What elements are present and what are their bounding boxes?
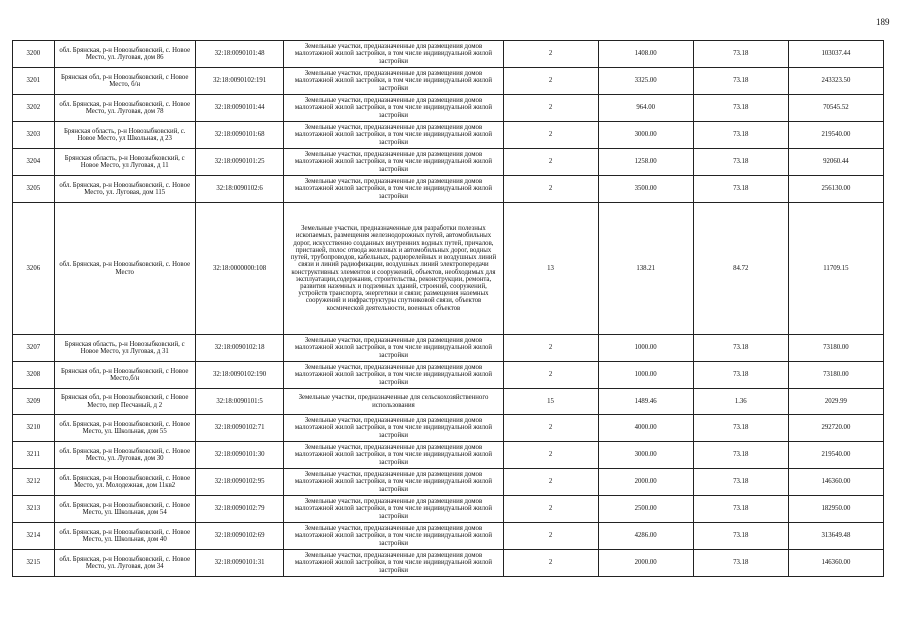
row-cadastral-number: 32:18:0090102:190 <box>195 362 284 389</box>
row-cadastral-value: 292720.00 <box>788 415 883 442</box>
row-cadastral-value: 73180.00 <box>788 335 883 362</box>
row-area: 1258.00 <box>598 149 693 176</box>
row-land-purpose: Земельные участки, предназначенные для размещения домов малоэтажной жилой застройки, в том числе индивидуальной жилой застройки <box>284 469 503 496</box>
row-cadastral-value: 92060.44 <box>788 149 883 176</box>
row-specific-value: 73.18 <box>693 550 788 577</box>
row-use-group: 2 <box>503 469 598 496</box>
table-row <box>13 523 884 550</box>
row-number: 3203 <box>13 122 55 149</box>
row-address: Брянская обл, р-н Новозыбковский, с Новое Место,б/н <box>54 362 195 389</box>
row-address: обл. Брянская, р-н Новозыбковский, с. Новое Место, ул. Луговая, дом 78 <box>54 95 195 122</box>
row-cadastral-number: 32:18:0090102:18 <box>195 335 284 362</box>
row-cadastral-number: 32:18:0090101:31 <box>195 550 284 577</box>
row-specific-value: 73.18 <box>693 176 788 203</box>
row-use-group: 2 <box>503 176 598 203</box>
table-row <box>13 496 884 523</box>
row-number: 3210 <box>13 415 55 442</box>
row-use-group: 13 <box>503 203 598 335</box>
table-row <box>13 335 884 362</box>
row-number: 3209 <box>13 389 55 415</box>
row-specific-value: 73.18 <box>693 469 788 496</box>
row-cadastral-number: 32:18:0090102:6 <box>195 176 284 203</box>
row-cadastral-value: 313649.48 <box>788 523 883 550</box>
table-row <box>13 469 884 496</box>
row-land-purpose: Земельные участки, предназначенные для сельскохозяйственного использования <box>284 389 503 415</box>
row-land-purpose: Земельные участки, предназначенные для размещения домов малоэтажной жилой застройки, в том числе индивидуальной жилой застройки <box>284 442 503 469</box>
table-row <box>13 203 884 335</box>
row-area: 3000.00 <box>598 442 693 469</box>
row-address: обл. Брянская, р-н Новозыбковский, с. Новое Место, ул. Луговая, дом 115 <box>54 176 195 203</box>
row-cadastral-number: 32:18:0090102:191 <box>195 68 284 95</box>
row-area: 3500.00 <box>598 176 693 203</box>
row-use-group: 2 <box>503 496 598 523</box>
row-number: 3200 <box>13 41 55 68</box>
table-row <box>13 149 884 176</box>
row-land-purpose: Земельные участки, предназначенные для размещения домов малоэтажной жилой застройки, в том числе индивидуальной жилой застройки <box>284 496 503 523</box>
row-cadastral-value: 103037.44 <box>788 41 883 68</box>
row-address: обл. Брянская, р-н Новозыбковский, с. Новое Место, ул. Луговая, дом 34 <box>54 550 195 577</box>
row-specific-value: 73.18 <box>693 362 788 389</box>
row-area: 1000.00 <box>598 335 693 362</box>
row-area: 2000.00 <box>598 469 693 496</box>
row-land-purpose: Земельные участки, предназначенные для размещения домов малоэтажной жилой застройки, в том числе индивидуальной жилой застройки <box>284 68 503 95</box>
row-area: 138.21 <box>598 203 693 335</box>
row-area: 1408.00 <box>598 41 693 68</box>
row-address: Брянская область, р-н Новозыбковский, с. Новое Место, ул Школьная, д 23 <box>54 122 195 149</box>
row-address: Брянская обл, р-н Новозыбковский, с Новое Место, пер Песчаный, д 2 <box>54 389 195 415</box>
table-body <box>13 41 884 577</box>
row-cadastral-value: 219540.00 <box>788 122 883 149</box>
row-use-group: 2 <box>503 362 598 389</box>
row-cadastral-value: 146360.00 <box>788 469 883 496</box>
row-number: 3212 <box>13 469 55 496</box>
row-land-purpose: Земельные участки, предназначенные для размещения домов малоэтажной жилой застройки, в том числе индивидуальной жилой застройки <box>284 550 503 577</box>
row-specific-value: 73.18 <box>693 523 788 550</box>
row-cadastral-value: 11709.15 <box>788 203 883 335</box>
row-number: 3201 <box>13 68 55 95</box>
table-row <box>13 442 884 469</box>
row-address: обл. Брянская, р-н Новозыбковский, с. Новое Место, ул. Молодежная, дом 11кв2 <box>54 469 195 496</box>
row-use-group: 2 <box>503 149 598 176</box>
row-address: обл. Брянская, р-н Новозыбковский, с. Новое Место, ул. Школьная, дом 54 <box>54 496 195 523</box>
row-number: 3208 <box>13 362 55 389</box>
row-number: 3211 <box>13 442 55 469</box>
row-address: Брянская область, р-н Новозыбковский, с Новое Место, ул Луговая, д 11 <box>54 149 195 176</box>
row-use-group: 2 <box>503 41 598 68</box>
row-cadastral-value: 243323.50 <box>788 68 883 95</box>
row-use-group: 2 <box>503 442 598 469</box>
row-specific-value: 1.36 <box>693 389 788 415</box>
row-number: 3205 <box>13 176 55 203</box>
row-cadastral-value: 2029.99 <box>788 389 883 415</box>
row-cadastral-number: 32:18:0090102:71 <box>195 415 284 442</box>
table-row <box>13 176 884 203</box>
row-use-group: 2 <box>503 415 598 442</box>
row-cadastral-value: 73180.00 <box>788 362 883 389</box>
row-number: 3215 <box>13 550 55 577</box>
row-area: 2500.00 <box>598 496 693 523</box>
row-use-group: 2 <box>503 550 598 577</box>
table-row <box>13 68 884 95</box>
row-land-purpose: Земельные участки, предназначенные для размещения домов малоэтажной жилой застройки, в том числе индивидуальной жилой застройки <box>284 149 503 176</box>
row-use-group: 2 <box>503 335 598 362</box>
row-cadastral-value: 182950.00 <box>788 496 883 523</box>
row-cadastral-value: 70545.52 <box>788 95 883 122</box>
row-cadastral-number: 32:18:0000000:108 <box>195 203 284 335</box>
row-cadastral-number: 32:18:0090102:95 <box>195 469 284 496</box>
table-row <box>13 389 884 415</box>
row-address: обл. Брянская, р-н Новозыбковский, с. Новое Место <box>54 203 195 335</box>
page-number: 189 <box>876 17 890 27</box>
row-cadastral-number: 32:18:0090101:5 <box>195 389 284 415</box>
row-cadastral-value: 219540.00 <box>788 442 883 469</box>
row-cadastral-value: 146360.00 <box>788 550 883 577</box>
row-land-purpose: Земельные участки, предназначенные для размещения домов малоэтажной жилой застройки, в том числе индивидуальной жилой застройки <box>284 95 503 122</box>
row-number: 3204 <box>13 149 55 176</box>
row-area: 964.00 <box>598 95 693 122</box>
row-specific-value: 73.18 <box>693 335 788 362</box>
row-cadastral-number: 32:18:0090101:30 <box>195 442 284 469</box>
row-area: 1489.46 <box>598 389 693 415</box>
table-row <box>13 415 884 442</box>
row-use-group: 2 <box>503 95 598 122</box>
row-specific-value: 73.18 <box>693 95 788 122</box>
row-cadastral-number: 32:18:0090101:68 <box>195 122 284 149</box>
row-cadastral-number: 32:18:0090101:48 <box>195 41 284 68</box>
table-row <box>13 550 884 577</box>
table-row <box>13 362 884 389</box>
row-area: 3000.00 <box>598 122 693 149</box>
row-number: 3213 <box>13 496 55 523</box>
row-address: Брянская обл, р-н Новозыбковский, с Новое Место, б/н <box>54 68 195 95</box>
land-registry-table <box>12 40 884 577</box>
row-cadastral-value: 256130.00 <box>788 176 883 203</box>
row-cadastral-number: 32:18:0090102:79 <box>195 496 284 523</box>
row-specific-value: 73.18 <box>693 496 788 523</box>
row-use-group: 2 <box>503 68 598 95</box>
row-cadastral-number: 32:18:0090101:25 <box>195 149 284 176</box>
row-land-purpose: Земельные участки, предназначенные для размещения домов малоэтажной жилой застройки, в том числе индивидуальной жилой застройки <box>284 362 503 389</box>
row-land-purpose: Земельные участки, предназначенные для размещения домов малоэтажной жилой застройки, в том числе индивидуальной жилой застройки <box>284 415 503 442</box>
row-specific-value: 73.18 <box>693 122 788 149</box>
row-area: 1000.00 <box>598 362 693 389</box>
row-land-purpose: Земельные участки, предназначенные для размещения домов малоэтажной жилой застройки, в том числе индивидуальной жилой застройки <box>284 122 503 149</box>
row-number: 3206 <box>13 203 55 335</box>
row-cadastral-number: 32:18:0090102:69 <box>195 523 284 550</box>
row-area: 4286.00 <box>598 523 693 550</box>
table-row <box>13 95 884 122</box>
row-address: обл. Брянская, р-н Новозыбковский, с. Новое Место, ул. Школьная, дом 55 <box>54 415 195 442</box>
row-area: 4000.00 <box>598 415 693 442</box>
row-use-group: 2 <box>503 122 598 149</box>
row-address: обл. Брянская, р-н Новозыбковский, с. Новое Место, ул. Луговая, дом 86 <box>54 41 195 68</box>
row-address: обл. Брянская, р-н Новозыбковский, с. Новое Место, ул. Луговая, дом 30 <box>54 442 195 469</box>
table-row <box>13 122 884 149</box>
table-row <box>13 41 884 68</box>
row-specific-value: 73.18 <box>693 149 788 176</box>
row-specific-value: 84.72 <box>693 203 788 335</box>
row-land-purpose: Земельные участки, предназначенные для разработки полезных ископаемых, размещения железнодорожных путей, автомобильных дорог, искусственно созданных внутренних водных путей, причалов, пристаней, полос отвода железных и автомобильных дорог, водных путей, трубопроводов, кабельных, радиорелейных и воздушных линий связи и линий радиофикации, воздушных линий электропередачи конструктивных элементов и сооружений, объектов, необходимых для эксплуатации,содержания, строительства, реконструкции, ремонта, развития наземных и подземных зданий, строений, сооружений, устройств транспорта, энергетики и связи; размещения наземных сооружений и инфраструктуры спутниковой связи, объектов космической деятельности, военных объектов <box>284 203 503 335</box>
row-specific-value: 73.18 <box>693 68 788 95</box>
row-address: обл. Брянская, р-н Новозыбковский, с. Новое Место, ул. Школьная, дом 40 <box>54 523 195 550</box>
row-land-purpose: Земельные участки, предназначенные для размещения домов малоэтажной жилой застройки, в том числе индивидуальной жилой застройки <box>284 335 503 362</box>
row-use-group: 15 <box>503 389 598 415</box>
row-address: Брянская область, р-н Новозыбковский, с Новое Место, ул Луговая, д 31 <box>54 335 195 362</box>
row-area: 3325.00 <box>598 68 693 95</box>
row-number: 3207 <box>13 335 55 362</box>
row-land-purpose: Земельные участки, предназначенные для размещения домов малоэтажной жилой застройки, в том числе индивидуальной жилой застройки <box>284 523 503 550</box>
row-number: 3202 <box>13 95 55 122</box>
row-number: 3214 <box>13 523 55 550</box>
row-land-purpose: Земельные участки, предназначенные для размещения домов малоэтажной жилой застройки, в том числе индивидуальной жилой застройки <box>284 41 503 68</box>
row-land-purpose: Земельные участки, предназначенные для размещения домов малоэтажной жилой застройки, в том числе индивидуальной жилой застройки <box>284 176 503 203</box>
row-cadastral-number: 32:18:0090101:44 <box>195 95 284 122</box>
row-specific-value: 73.18 <box>693 415 788 442</box>
row-area: 2000.00 <box>598 550 693 577</box>
row-use-group: 2 <box>503 523 598 550</box>
row-specific-value: 73.18 <box>693 442 788 469</box>
row-specific-value: 73.18 <box>693 41 788 68</box>
